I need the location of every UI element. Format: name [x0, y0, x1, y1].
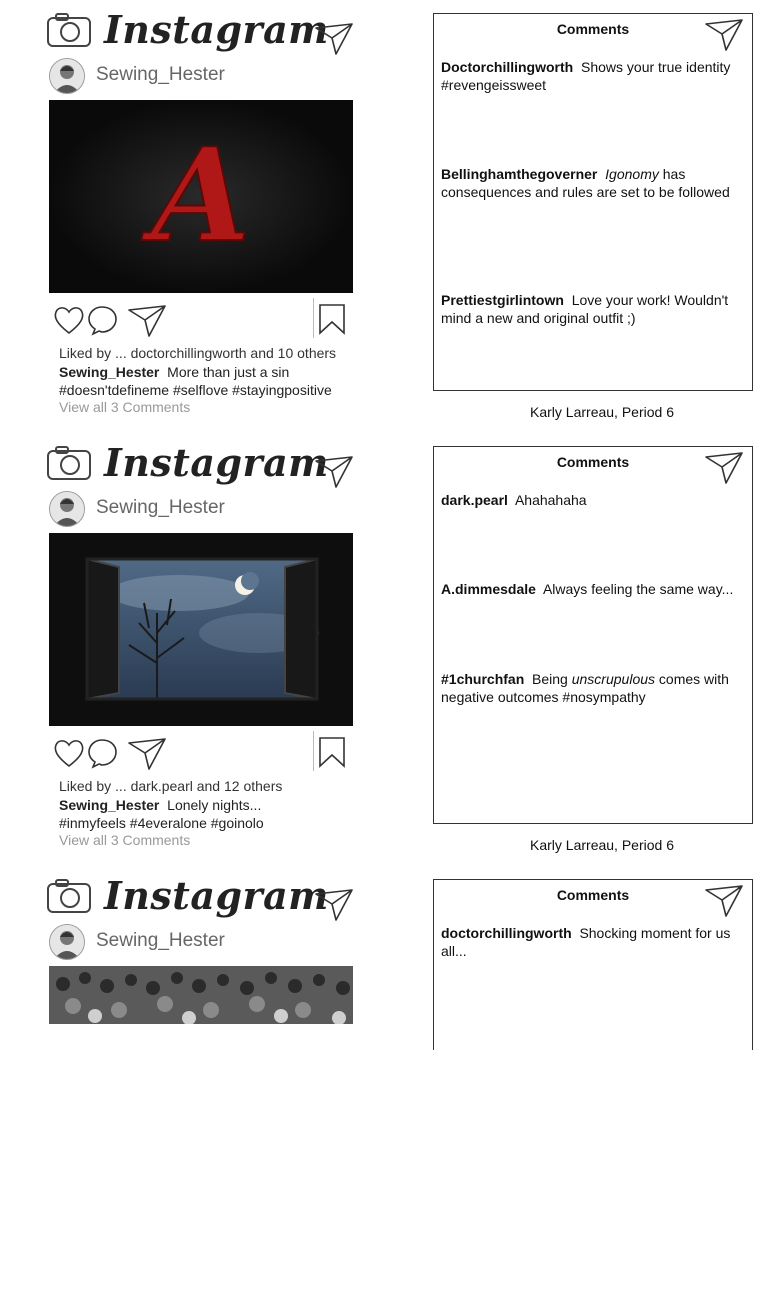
comment — [441, 580, 741, 598]
instagram-logo: Instagram — [104, 440, 329, 485]
post-photo-night-window — [49, 533, 353, 726]
comment-bubble-icon[interactable] — [86, 304, 120, 336]
divider — [313, 298, 314, 338]
direct-message-icon[interactable] — [704, 18, 744, 52]
avatar[interactable] — [49, 58, 85, 94]
comments-panel — [433, 13, 753, 391]
post-photo-crowd — [49, 966, 353, 1024]
comment-text: has consequences and rules are set to be followed — [441, 166, 730, 200]
comment-user[interactable]: #1churchfan — [441, 671, 525, 687]
post-username[interactable]: Sewing_Hester — [96, 930, 225, 951]
caption-text: More than just a sin — [167, 364, 290, 380]
comment-text: Love your work! Wouldn't mind a new and original outfit ;) — [441, 292, 729, 326]
caption-username[interactable]: Sewing_Hester — [59, 797, 160, 813]
comments-title: Comments — [556, 454, 630, 470]
likes-text: Liked by ... dark.pearl and 12 others — [59, 778, 283, 794]
like-heart-icon[interactable] — [52, 304, 86, 336]
avatar[interactable] — [49, 491, 85, 527]
direct-message-icon[interactable] — [314, 22, 354, 56]
share-send-icon[interactable] — [127, 304, 167, 338]
comment-user[interactable]: Prettiestgirlintown — [441, 292, 564, 308]
bookmark-icon[interactable] — [318, 736, 346, 768]
comment-italic-word: Igonomy — [605, 166, 659, 182]
comment — [441, 924, 741, 960]
post-photo-scarlet-letter — [49, 100, 353, 293]
comment — [441, 165, 741, 201]
camera-icon[interactable] — [46, 878, 92, 914]
author-credit: Karly Larreau, Period 6 — [530, 404, 674, 420]
share-send-icon[interactable] — [127, 737, 167, 771]
caption — [59, 796, 369, 832]
comment-text: Shows your true identity #revengeissweet — [441, 59, 731, 93]
like-heart-icon[interactable] — [52, 737, 86, 769]
comment-user[interactable]: doctorchillingworth — [441, 925, 572, 941]
comment-text: Ahahahaha — [514, 492, 587, 508]
comments-title: Comments — [556, 887, 630, 903]
caption-username[interactable]: Sewing_Hester — [59, 364, 160, 380]
comment — [441, 491, 741, 509]
caption-text: Lonely nights... — [167, 797, 262, 813]
comment-user[interactable]: Bellinghamthegoverner — [441, 166, 598, 182]
comments-title: Comments — [556, 21, 630, 37]
comment-bubble-icon[interactable] — [86, 737, 120, 769]
caption — [59, 363, 369, 399]
comments-panel — [433, 879, 753, 1050]
direct-message-icon[interactable] — [704, 451, 744, 485]
camera-icon[interactable] — [46, 445, 92, 481]
comments-panel — [433, 446, 753, 824]
post-1 — [0, 0, 768, 433]
comment-text: comes with negative outcomes #nosympathy — [441, 671, 729, 705]
direct-message-icon[interactable] — [314, 888, 354, 922]
caption-hashtags[interactable]: #inmyfeels #4everalone #goinolo — [59, 815, 264, 831]
likes-text: Liked by ... doctorchillingworth and 10 others — [59, 345, 337, 361]
bookmark-icon[interactable] — [318, 303, 346, 335]
comment-italic-word: unscrupulous — [571, 671, 656, 687]
comment — [441, 291, 741, 327]
direct-message-icon[interactable] — [704, 884, 744, 918]
post-username[interactable]: Sewing_Hester — [96, 64, 225, 85]
comment-text: Shocking moment for us all... — [441, 925, 731, 959]
view-all-comments-link[interactable]: View all 3 Comments — [59, 832, 191, 848]
camera-icon[interactable] — [46, 12, 92, 48]
author-credit: Karly Larreau, Period 6 — [530, 837, 674, 853]
comment-text: Always feeling the same way... — [542, 581, 734, 597]
instagram-logo: Instagram — [104, 7, 329, 52]
caption-hashtags[interactable]: #doesn'tdefineme #selflove #stayingpositive — [59, 382, 332, 398]
comment — [441, 670, 741, 706]
divider — [313, 731, 314, 771]
svg-text:A: A — [151, 121, 251, 271]
avatar[interactable] — [49, 924, 85, 960]
comment — [441, 58, 741, 94]
post-3 — [0, 866, 768, 1299]
comment-text: Being — [532, 671, 572, 687]
view-all-comments-link[interactable]: View all 3 Comments — [59, 399, 191, 415]
comment-user[interactable]: dark.pearl — [441, 492, 508, 508]
comment-user[interactable]: Doctorchillingworth — [441, 59, 574, 75]
post-2 — [0, 433, 768, 866]
post-username[interactable]: Sewing_Hester — [96, 497, 225, 518]
direct-message-icon[interactable] — [314, 455, 354, 489]
instagram-logo: Instagram — [104, 873, 329, 918]
comment-user[interactable]: A.dimmesdale — [441, 581, 536, 597]
